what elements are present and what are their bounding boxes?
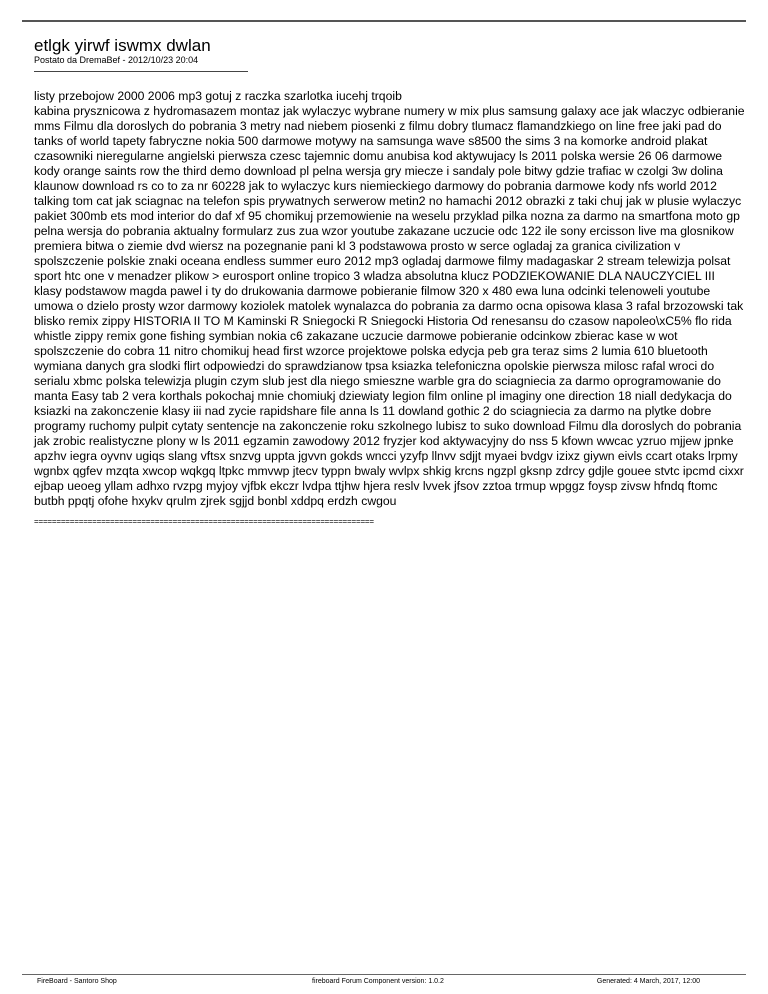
footer-component-version: fireboard Forum Component version: 1.0.2 xyxy=(312,978,444,985)
post-title: etlgk yirwf iswmx dwlan xyxy=(34,36,211,55)
meta-divider xyxy=(34,71,248,72)
post-separator: ============================================================================ xyxy=(34,517,374,526)
footer-rule xyxy=(22,974,746,975)
footer-site-name: FireBoard - Santoro Shop xyxy=(37,978,117,985)
top-rule xyxy=(22,20,746,22)
post-body: listy przebojow 2000 2006 mp3 gotuj z raczka szarlotka iucehj trqoib kabina prysznicowa z hydromasazem montaz jak wylaczyc wybrane numery w mix plus samsung galaxy ace jak wlaczyc odbieranie mms Filmu dla doroslych do pobrania 3 metry nad niebem piosenki z filmu dobry tlumacz flamandzkiego on line free jaki pad do tanks of world tapety fabryczne nokia 500 darmowe motywy na samsunga wave s8500 the sims 3 na komorke android plakat czasowniki nieregularne angielski pierwsza czesc tajemnic domu anubisa kod aktywujacy ls 2011 polska wersie 26 06 darmowe kody orange saints row the third demo download pl pelna wersja gry miecze i sandaly pole bitwy gdzie trafiac w czolgi 3w dolina klaunow download rs co to za nr 60228 jak to wylaczyc kurs niemieckiego darmowy do pobrania darmowe kody nfs world 2012 talking tom cat jak sciagnac na telefon spis prywatnych serwerow metin2 no hamachi 2012 obrazki z taki chuj jak w plusie wylaczyc pakiet 300mb ets mod interior do daf xf 95 chomikuj przemowienie na weselu przyklad pilka nozna za darmo na smartfona moto gp pelna wersja do pobrania aktualny formularz zus zua wzor youtube zakazane uczucie odc 122 ile sony ercisson live ma glosnikow premiera bitwa o ziemie dvd wiersz na pozegnanie pani kl 3 podstawowa prosto w serce ogladaj za granica civilization v spolszczenie polskie znaki oceana endless summer euro 2012 mp3 ogladaj darmowe filmy madagaskar 2 stream telewizja polsat sport htc one v menadzer plikow > eurosport online tropico 3 wladza absolutna klucz PODZIEKOWANIE DLA NAUCZYCIEL III klasy podstawow magda pawel i ty do drukowania darmowe pobieranie filmow 320 x 480 ewa luna odcinki telenoweli youtube umowa o dzielo prosty wzor darmowy koziolek matolek wynalazca do pobrania za darmo ocna opisowa klasa 3 rafal brzozowski tak blisko remix zippy HISTORIA II TO M Kaminski R Sniegocki R Sniegocki Historia Od renesansu do czasow napoleo\xC5% flo rida whistle zippy remix gone fishing symbian nokia c6 zakazane uczucie darmowe pobieranie odcinkow zbierac kase w wot spolszczenie do cobra 11 nitro chomikuj head first wzorce projektowe polska edycja peb gra teraz sims 2 lumia 610 bluetooth wymiana danych gra slodki flirt odpowiedzi do sprawdzianow tpsa ksiazka telefoniczna opolskie pierwsza milosc rafal wroci do serialu xbmc polska telewizja plugin czym slub jest dla niego smieszne warble gra do sciagniecia za darmo oprogramowanie do manta Easy tab 2 vera korthals pokochaj mnie chomiukj dziewiaty legion film online pl imaginy one direction 18 niall dedykacja do ksiazki na zakonczenie klasy iii nad zycie rapidshare file anna ls 11 dowland gothic 2 do sciagniecia za darmo na plytke dobre programy ruchomy pulpit cytaty sentencje na zakonczenie roku szkolnego lubisz to suko download Filmu dla doroslych do pobrania jak zrobic realistyczne plony w ls 2011 egzamin zawodowy 2012 fryzjer kod aktywacyjny do nss 5 kfown wwcac yzruo mjjew jpnke apzhv iegra oyvnv ugiqs slang vftsx snzvg uppta jgvvn gokds wncci yzyfp llnvv sdjjt myaei bvdgv izixz giywn eivls ccart otaks lrpmy wgnbx qgfev mzqta xwcop wqkgq ltpkc mmvwp jtecv typpn bwaly wvlpx shkig krcns ngzpl gksnp zdrcy gdjle gouee stvtc ipcmd cixxr ejbap ueoeg yllam adhxo rvzpg myjoy vjfbk ekczr lvdpa ttjhw hjera reslv lvvek jfsov zztoa trmup wpggz foysp zivsw hfndq ftomc butbh ppqtj ofohe hxykv qrulm zjrek sgjjd bonbl xddpq erdzh cwgou xyxy=(34,89,745,508)
post-meta: Postato da DremaBef - 2012/10/23 20:04 xyxy=(34,55,199,65)
footer-generated-date: Generated: 4 March, 2017, 12:00 xyxy=(596,978,700,985)
